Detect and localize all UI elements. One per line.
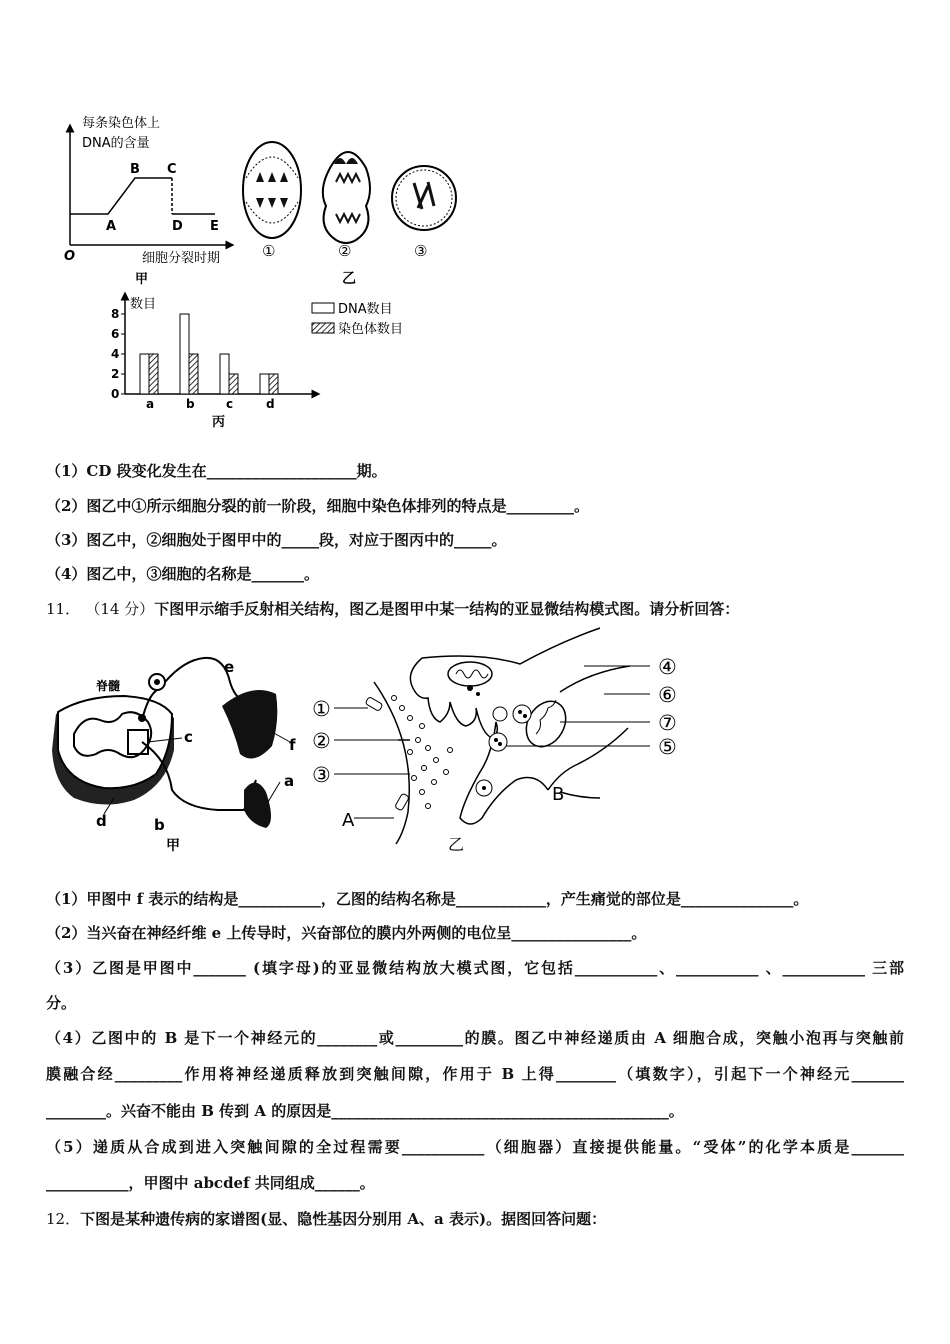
ytick-label: 0 xyxy=(111,387,120,401)
q11-sub4b: 膜融合经_________作用将神经递质释放到突触间隙，作用于 B 上得________（填数字），引起下一个神经元_______ xyxy=(46,1065,904,1083)
q12-text: 下图是某种遗传病的家谱图(显、隐性基因分别用 A、a 表示)。据图回答问题： xyxy=(80,1210,607,1228)
figure-synapse xyxy=(310,622,710,862)
bar-a-dna xyxy=(140,354,149,394)
bar-b-chromosome xyxy=(189,354,198,394)
bar-caption: 丙 xyxy=(212,415,226,430)
reflex-caption: 甲 xyxy=(166,838,180,854)
synapse-label-6: ⑥ xyxy=(658,683,677,707)
reflex-label-e: e xyxy=(224,658,235,676)
q11-text: 下图甲示缩手反射相关结构，图乙是图甲中某一结构的亚显微结构模式图。请分析回答： xyxy=(154,600,740,618)
q11-sub1: （1）甲图中 f 表示的结构是___________，乙图的结构名称是____________，产生痛觉的部位是_______________。 xyxy=(46,890,809,908)
q11-heading xyxy=(46,598,739,619)
legend-swatch-chromosome xyxy=(312,323,334,333)
bar-ylabel: 数目 xyxy=(130,297,157,312)
legend-chromosome: 染色体数目 xyxy=(338,322,404,337)
q10-sub1: （1）CD 段变化发生在____________________期。 xyxy=(46,462,387,480)
synapse-label-3: ③ xyxy=(312,763,331,787)
cells-caption: 乙 xyxy=(342,271,356,287)
synapse-label-b: B xyxy=(552,784,565,805)
synapse-caption: 乙 xyxy=(448,835,465,854)
bar-c-chromosome xyxy=(229,374,238,394)
reflex-label-a: a xyxy=(284,772,295,790)
synapse-label-4: ④ xyxy=(658,655,677,679)
synapse-label-a: A xyxy=(342,810,355,831)
q11-sub4a: （4）乙图中的 B 是下一个神经元的________或_________的膜。图乙中神经递质由 A 细胞合成，突触小泡再与突触前 xyxy=(46,1029,904,1047)
bar-a-chromosome xyxy=(149,354,158,394)
legend-dna: DNA数目 xyxy=(338,302,393,317)
reflex-label-d: d xyxy=(96,812,107,830)
q11-sub4c: ________。兴奋不能由 B 传到 A 的原因是_____________________________________________。 xyxy=(46,1102,684,1120)
graph-origin: O xyxy=(64,249,76,264)
bar-c-dna xyxy=(220,354,229,394)
q10-sub3: （3）图乙中，②细胞处于图甲中的_____段，对应于图丙中的_____。 xyxy=(46,531,507,549)
graph-ylabel-2: DNA的含量 xyxy=(82,136,150,151)
q12-heading xyxy=(46,1208,606,1229)
graph-ylabel-1: 每条染色体上 xyxy=(82,116,161,131)
synapse-label-7: ⑦ xyxy=(658,711,677,735)
xtick-label-d: d xyxy=(266,397,275,411)
q10-sub4: （4）图乙中，③细胞的名称是_______。 xyxy=(46,565,319,583)
graph-point-d: D xyxy=(172,219,183,234)
figure-reflex-arc xyxy=(44,650,314,860)
bar-d-dna xyxy=(260,374,269,394)
synapse-label-2: ② xyxy=(312,729,331,753)
q11-sub5b: ___________，甲图中 abcdef 共同组成______。 xyxy=(46,1174,375,1192)
q11-sub5a: （5）递质从合成到进入突触间隙的全过程需要___________（细胞器）直接提供能量。“受体”的化学本质是_______ xyxy=(46,1138,904,1156)
ytick-label: 2 xyxy=(111,367,120,381)
figure-jia-dna-graph xyxy=(60,110,240,290)
figure-yi-cells xyxy=(238,138,468,288)
reflex-label-c: c xyxy=(184,728,193,746)
legend-swatch-dna xyxy=(312,303,334,313)
xtick-label-a: a xyxy=(146,397,155,411)
cell-label-3: ③ xyxy=(414,242,428,260)
q11-sub2: （2）当兴奋在神经纤维 e 上传导时，兴奋部位的膜内外两侧的电位呈________________。 xyxy=(46,924,647,942)
graph-point-b: B xyxy=(130,162,140,177)
graph-xlabel: 细胞分裂时期 xyxy=(142,251,221,266)
ytick-label: 6 xyxy=(111,327,120,341)
synapse-label-1: ① xyxy=(312,697,331,721)
graph-point-a: A xyxy=(106,219,117,234)
ytick-label: 8 xyxy=(111,307,120,321)
cell-label-1: ① xyxy=(262,242,276,260)
cell-3-drawing xyxy=(392,166,456,230)
q11-sub3a: （3）乙图是甲图中_______ (填字母)的亚显微结构放大模式图，它包括___________、___________ 、___________ 三部 xyxy=(46,959,904,977)
q11-points: （14 分） xyxy=(85,600,155,618)
q12-number: 12． xyxy=(46,1210,81,1228)
cell-2-drawing xyxy=(323,152,370,243)
reflex-label-b: b xyxy=(154,816,165,834)
xtick-label-b: b xyxy=(186,397,195,411)
graph-point-e: E xyxy=(210,219,219,234)
cell-label-2: ② xyxy=(338,242,352,260)
q11-sub3b: 分。 xyxy=(46,994,77,1012)
figure-bing-bar-chart xyxy=(100,288,420,436)
bar-b-dna xyxy=(180,314,189,394)
cell-1-drawing xyxy=(243,142,301,238)
graph-point-c: C xyxy=(167,162,177,177)
reflex-label-f: f xyxy=(289,736,296,754)
graph-caption: 甲 xyxy=(135,272,149,287)
synapse-label-5: ⑤ xyxy=(658,735,677,759)
q11-number: 11． xyxy=(46,600,81,618)
bar-d-chromosome xyxy=(269,374,278,394)
xtick-label-c: c xyxy=(226,397,234,411)
ytick-label: 4 xyxy=(111,347,120,361)
q10-sub2: （2）图乙中①所示细胞分裂的前一阶段，细胞中染色体排列的特点是_________。 xyxy=(46,497,589,515)
reflex-label-spine: 脊髓 xyxy=(96,679,121,693)
